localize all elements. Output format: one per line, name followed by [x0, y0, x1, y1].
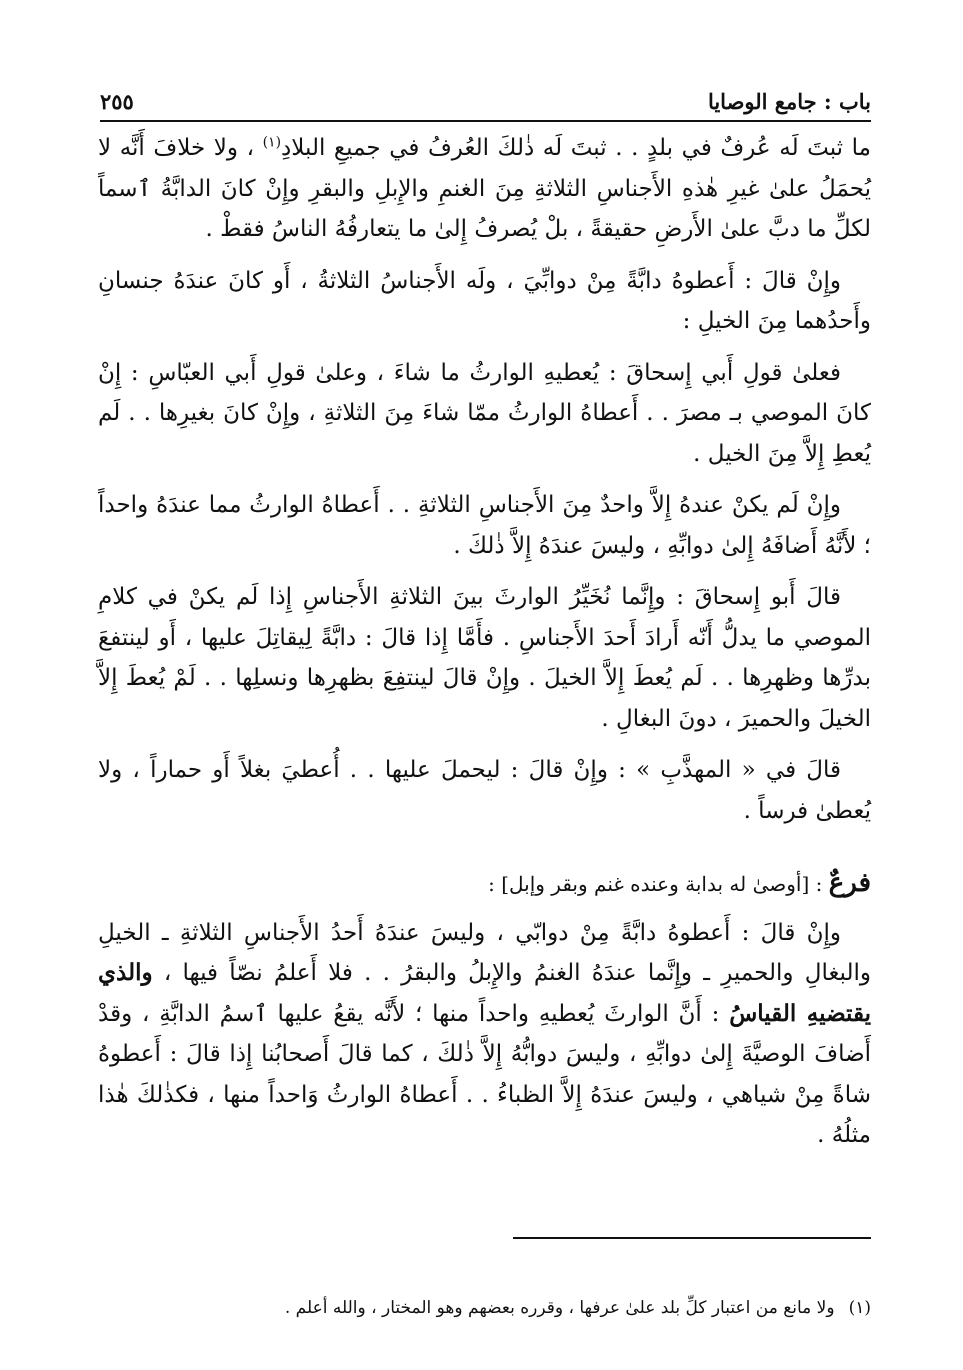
paragraph-7: وإِنْ قالَ : أَعطوهُ دابَّةً مِنْ دوابّي ، وليسَ عندَهُ أَحدُ الأَجناسِ الثلاثةِ ـ الخيلِ والبغالِ والحميرِ ـ وإِنَّما عندَهُ الغنمُ والإِبلُ والبقرُ . . فلا أَعلمُ نصّاً فيها ، والذي يقتضيهِ القياسُ : أَنَّ الوارثَ يُعطيهِ واحداً منها ؛ لأَنَّه يقعُ عليها ٱسمُ الدابَّةِ ، وقدْ أَضافَ الوصيَّةَ إِلىٰ دوابِّهِ ، وليسَ دوابُّهُ إِلاَّ ذٰلكَ ، كما قالَ أَصحابُنا إِذا قالَ : أَعطوهُ شاةً مِنْ شياهي ، وليسَ عندَهُ إِلاَّ الظباءُ . . أَعطاهُ الوارثُ وَاحداً منها ، فكذٰلكَ هٰذا مثلُهُ . [98, 919, 871, 1148]
emphasis-text: والذي يقتضيهِ القياسُ [98, 959, 871, 1027]
section-heading [98, 863, 871, 905]
paragraph-6: قالَ في « المهذَّبِ » : وإِنْ قالَ : ليحملَ عليها . . أُعطيَ بغلاً أَو حماراً ، ولا يُعطىٰ فرساً . [98, 757, 871, 824]
paragraph-5: قالَ أَبو إِسحاقَ : وإِنَّما نُخَيِّرُ الوارثَ بينَ الثلاثةِ الأَجناسِ إِذا لَم يكنْ في كلامِ الموصي ما يدلُّ أَنّه أَرادَ أَحدَ الأَجناسِ . فأَمَّا إِذا قالَ : دابَّةً لِيقاتِلَ عليها ، أَو لينتفعَ بدرِّها وظهرِها . . لَم يُعطَ إِلاَّ الخيلَ . وإِنْ قالَ لينتفِعَ بظهرِها ونسلِها . . لَمْ يُعطَ إِلاَّ الخيلَ والحميرَ ، دونَ البغالِ . [98, 584, 871, 732]
paragraph-4: وإِنْ لَم يكنْ عندهُ إِلاَّ واحدٌ مِنَ الأَجناسِ الثلاثةِ . . أَعطاهُ الوارثُ مما عندَهُ واحداً ؛ لأَنَّهُ أَضافَهُ إِلىٰ دوابِّهِ ، وليسَ عندَهُ إِلاَّ ذٰلكَ . [98, 492, 871, 559]
paragraph-1: ما ثبتَ لَه عُرفٌ في بلدٍ . . ثبتَ لَه ذٰلكَ العُرفُ في جميعِ البلادِ$^{(١)}$ ، ولا خلافَ أَنَّه لا يُحمَلُ علىٰ غيرِ هٰذهِ الأَجناسِ الثلاثةِ مِنَ الغنمِ والإِبلِ والبقرِ وإِنْ كانَ الدابَّةُ ٱسماً لكلِّ ما دبَّ علىٰ الأَرضِ حقيقةً ، بلْ يُصرفُ إِلىٰ ما يتعارفُهُ الناسُ فقطْ . [98, 134, 871, 242]
footnote-rule [513, 1237, 871, 1239]
page-number: ٢٥٥ [100, 88, 134, 114]
footnote-text: ولا مانع من اعتبار كلِّ بلد علىٰ عرفها ، وقرره بعضهم وهو المختار ، والله أعلم . [284, 1298, 835, 1318]
footnote [98, 1296, 871, 1320]
footnote-reference[interactable]: (١) [262, 134, 282, 151]
main-text [98, 128, 871, 1167]
footnote-number: (١) [848, 1298, 871, 1318]
section-title: فرعٌ [828, 868, 871, 898]
header-rule [100, 120, 871, 122]
running-header [100, 86, 871, 116]
chapter-title: باب : جامع الوصايا [707, 88, 871, 114]
section-subtitle: : [أوصىٰ له بدابة وعنده غنم وبقر وإبل] : [488, 872, 829, 896]
paragraph-3: فعلىٰ قولِ أَبي إِسحاقَ : يُعطيهِ الوارثُ ما شاءَ ، وعلىٰ قولِ أَبي العبّاسِ : إِنْ كانَ الموصي بـ مصرَ . . أَعطاهُ الوارثُ ممّا شاءَ مِنَ الثلاثةِ ، وإِنْ كانَ بغيرِها . . لَم يُعطِ إِلاَّ مِنَ الخيل . [98, 359, 871, 467]
paragraph-2: وإِنْ قالَ : أَعطوهُ دابَّةً مِنْ دوابِّيَ ، ولَه الأَجناسُ الثلاثةُ ، أَو كانَ عندَهُ جنسانِ وأَحدُهما مِنَ الخيلِ : [98, 267, 871, 334]
